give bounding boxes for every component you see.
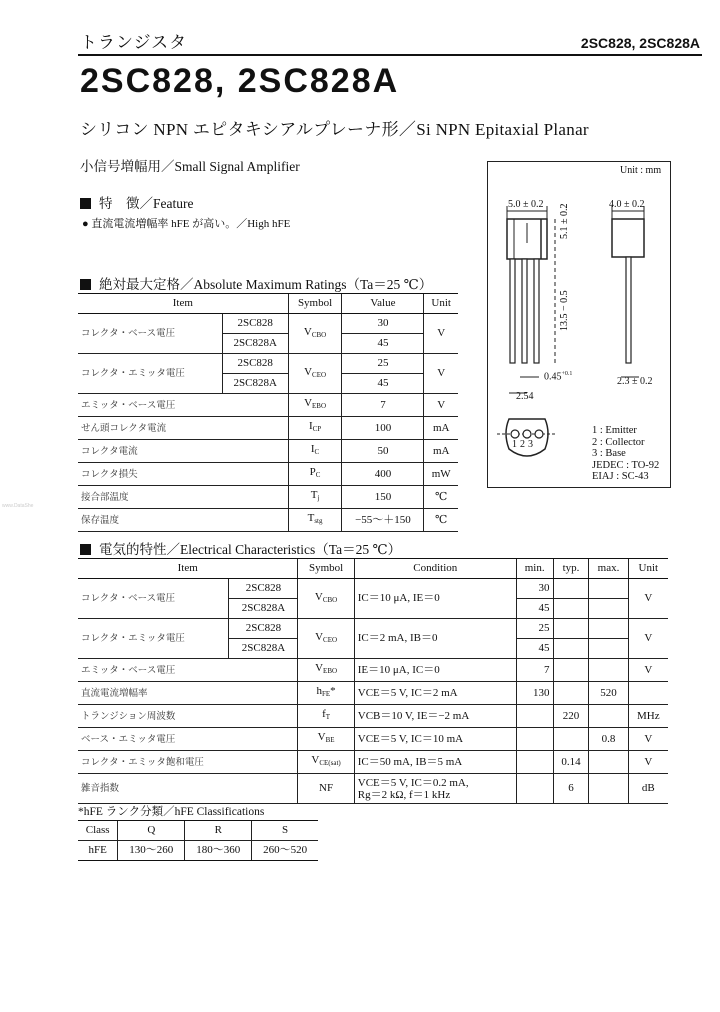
condition-cell: IC＝50 mA, IB＝5 mA xyxy=(354,751,516,774)
col-symbol: Symbol xyxy=(298,559,354,579)
min-cell: 30 xyxy=(516,579,553,599)
variant-cell: 2SC828A xyxy=(222,374,288,394)
variant-cell: 2SC828A xyxy=(222,334,288,354)
header-part-numbers: 2SC828, 2SC828A xyxy=(580,35,700,51)
max-cell xyxy=(589,639,628,659)
variant-cell: 2SC828 xyxy=(222,314,288,334)
absolute-max-table xyxy=(78,293,458,532)
col-item: Item xyxy=(78,559,298,579)
table-row xyxy=(78,579,668,599)
col-max: max. xyxy=(589,559,628,579)
class-r: R xyxy=(185,821,252,841)
max-cell xyxy=(589,579,628,599)
hfe-range-q: 130～260 xyxy=(118,841,185,861)
variant-cell: 2SC828 xyxy=(222,354,288,374)
unit-cell: mW xyxy=(424,463,458,486)
min-cell: 25 xyxy=(516,619,553,639)
typ-cell: 220 xyxy=(553,705,589,728)
class-s: S xyxy=(252,821,318,841)
variant-cell: 2SC828A xyxy=(229,639,298,659)
symbol-cell: $V_{BE}$ xyxy=(298,728,354,751)
symbol-cell: $V_{CEO}$ xyxy=(288,354,342,394)
unit-cell: ℃ xyxy=(424,486,458,509)
symbol-cell: $I_{CP}$ xyxy=(288,417,342,440)
hfe-row-label: hFE xyxy=(78,841,118,861)
table-row xyxy=(78,463,458,486)
unit-cell: V xyxy=(628,619,668,659)
symbol-cell: $h_{FE}*$ xyxy=(298,682,354,705)
min-cell xyxy=(516,774,553,804)
hfe-range-r: 180～360 xyxy=(185,841,252,861)
item-cell: トランジション周波数 xyxy=(78,705,298,728)
condition-cell: VCE＝5 V, IC＝10 mA xyxy=(354,728,516,751)
table-row xyxy=(78,354,458,374)
legend-emitter: 1 : Emitter xyxy=(592,425,637,436)
symbol-cell: $P_C$ xyxy=(288,463,342,486)
side-width-dim: 4.0 ± 0.2 xyxy=(609,199,645,210)
min-cell: 45 xyxy=(516,599,553,619)
min-cell xyxy=(516,751,553,774)
item-cell: 雑音指数 xyxy=(78,774,298,804)
value-cell: 150 xyxy=(342,486,424,509)
electrical-heading: 電気的特性／Electrical Characteristics（Ta＝25 ℃） xyxy=(80,538,401,558)
max-cell: 520 xyxy=(589,682,628,705)
symbol-cell: $I_C$ xyxy=(288,440,342,463)
max-cell xyxy=(589,599,628,619)
absolute-max-heading: 絶対最大定格／Absolute Maximum Ratings（Ta＝25 ℃） xyxy=(80,273,432,293)
value-cell: 50 xyxy=(342,440,424,463)
item-cell: エミッタ・ベース電圧 xyxy=(78,394,288,417)
symbol-cell: $V_{EBO}$ xyxy=(298,659,354,682)
unit-cell: V xyxy=(424,314,458,354)
pin-legend xyxy=(592,425,659,483)
table-row xyxy=(78,841,318,861)
unit-cell: mA xyxy=(424,417,458,440)
unit-label: Unit : mm xyxy=(620,165,662,176)
min-cell: 7 xyxy=(516,659,553,682)
table-row xyxy=(78,417,458,440)
typ-cell xyxy=(553,639,589,659)
item-cell: 接合部温度 xyxy=(78,486,288,509)
table-row xyxy=(78,440,458,463)
feature-bullet: ● 直流電流増幅率 hFE が高い。／High hFE xyxy=(82,218,291,230)
variant-cell: 2SC828 xyxy=(229,619,298,639)
typ-cell: 0.14 xyxy=(553,751,589,774)
unit-cell: V xyxy=(628,659,668,682)
col-typ: typ. xyxy=(553,559,589,579)
typ-cell xyxy=(553,619,589,639)
hfe-range-s: 260～520 xyxy=(252,841,318,861)
category-label: トランジスタ xyxy=(80,33,188,53)
col-symbol: Symbol xyxy=(288,294,342,314)
front-width-dim: 5.0 ± 0.2 xyxy=(508,199,544,210)
table-row xyxy=(78,619,668,639)
table-row xyxy=(78,659,668,682)
condition-cell: IE＝10 μA, IC＝0 xyxy=(354,659,516,682)
condition-cell: VCB＝10 V, IE＝−2 mA xyxy=(354,705,516,728)
table-row xyxy=(78,751,668,774)
value-cell: 400 xyxy=(342,463,424,486)
min-cell: 45 xyxy=(516,639,553,659)
max-cell xyxy=(589,705,628,728)
table-row xyxy=(78,682,668,705)
condition-cell: IC＝10 μA, IE＝0 xyxy=(354,579,516,619)
table-row xyxy=(78,728,668,751)
typ-cell xyxy=(553,659,589,682)
square-bullet-icon xyxy=(80,198,91,209)
table-row xyxy=(78,486,458,509)
unit-cell: V xyxy=(628,751,668,774)
min-cell xyxy=(516,728,553,751)
max-cell xyxy=(589,619,628,639)
variant-cell: 2SC828A xyxy=(229,599,298,619)
item-cell: エミッタ・ベース電圧 xyxy=(78,659,298,682)
header-divider xyxy=(78,54,702,56)
item-cell: コレクタ・ベース電圧 xyxy=(78,314,222,354)
item-cell: コレクタ・エミッタ電圧 xyxy=(78,619,229,659)
item-cell: せん頭コレクタ電流 xyxy=(78,417,288,440)
col-item: Item xyxy=(78,294,288,314)
application-label: 小信号増幅用／Small Signal Amplifier xyxy=(80,159,300,174)
item-cell: ベース・エミッタ電圧 xyxy=(78,728,298,751)
max-cell xyxy=(589,751,628,774)
square-bullet-icon xyxy=(80,279,91,290)
condition-cell: VCE＝5 V, IC＝2 mA xyxy=(354,682,516,705)
typ-cell xyxy=(553,728,589,751)
value-cell: −55～＋150 xyxy=(342,509,424,532)
hfe-classification-heading: *hFE ランク分類／hFE Classifications xyxy=(78,806,265,818)
variant-cell: 2SC828 xyxy=(229,579,298,599)
max-cell xyxy=(589,774,628,804)
unit-cell: dB xyxy=(628,774,668,804)
col-min: min. xyxy=(516,559,553,579)
electrical-characteristics-table xyxy=(78,558,668,804)
legend-jedec: JEDEC : TO-92 xyxy=(592,459,660,471)
pitch-dim: 2.54 xyxy=(516,391,534,402)
lead-width-dim: $0.45^{+0.1}$ xyxy=(544,371,573,383)
typ-cell: 6 xyxy=(553,774,589,804)
item-cell: コレクタ・ベース電圧 xyxy=(78,579,229,619)
class-label: Class xyxy=(78,821,118,841)
unit-cell xyxy=(628,682,668,705)
item-cell: コレクタ・エミッタ電圧 xyxy=(78,354,222,394)
legend-collector: 2 : Collector xyxy=(592,436,645,448)
max-cell xyxy=(589,659,628,682)
symbol-cell: $V_{CE(sat)}$ xyxy=(298,751,354,774)
col-unit: Unit xyxy=(424,294,458,314)
unit-cell: ℃ xyxy=(424,509,458,532)
min-cell: 130 xyxy=(516,682,553,705)
hfe-classification-table xyxy=(78,820,318,861)
table-row xyxy=(78,394,458,417)
unit-cell: V xyxy=(628,728,668,751)
value-cell: 100 xyxy=(342,417,424,440)
table-row xyxy=(78,821,318,841)
feature-heading: 特 徴／Feature xyxy=(80,192,193,212)
max-cell: 0.8 xyxy=(589,728,628,751)
symbol-cell: $V_{EBO}$ xyxy=(288,394,342,417)
lead-length-dim: 13.5 − 0.5 xyxy=(559,290,570,331)
symbol-cell: $T_j$ xyxy=(288,486,342,509)
min-cell xyxy=(516,705,553,728)
item-cell: 直流電流増幅率 xyxy=(78,682,298,705)
symbol-cell: $V_{CBO}$ xyxy=(288,314,342,354)
condition-cell: VCE＝5 V, IC＝0.2 mA, Rg＝2 kΩ, f＝1 kHz xyxy=(354,774,516,804)
table-row xyxy=(78,509,458,532)
unit-cell: MHz xyxy=(628,705,668,728)
item-cell: コレクタ電流 xyxy=(78,440,288,463)
symbol-cell: $V_{CEO}$ xyxy=(298,619,354,659)
page-title: 2SC828, 2SC828A xyxy=(80,62,400,100)
table-row xyxy=(78,705,668,728)
symbol-cell: $V_{CBO}$ xyxy=(298,579,354,619)
table-row xyxy=(78,314,458,334)
symbol-cell: $f_T$ xyxy=(298,705,354,728)
table-row xyxy=(78,774,668,804)
legend-base: 3 : Base xyxy=(592,448,626,459)
col-value: Value xyxy=(342,294,424,314)
typ-cell xyxy=(553,579,589,599)
class-q: Q xyxy=(118,821,185,841)
device-type-subtitle: シリコン NPN エピタキシアルプレーナ形／Si NPN Epitaxial Planar xyxy=(80,120,589,139)
watermark: www.DataShe xyxy=(2,503,34,509)
symbol-cell: $T_{stg}$ xyxy=(288,509,342,532)
value-cell: 7 xyxy=(342,394,424,417)
unit-cell: V xyxy=(424,394,458,417)
typ-cell xyxy=(553,682,589,705)
legend-eiaj: EIAJ : SC-43 xyxy=(592,471,649,482)
value-cell: 45 xyxy=(342,374,424,394)
condition-cell: IC＝2 mA, IB＝0 xyxy=(354,619,516,659)
symbol-cell: NF xyxy=(298,774,354,804)
typ-cell xyxy=(553,599,589,619)
item-cell: 保存温度 xyxy=(78,509,288,532)
square-bullet-icon xyxy=(80,544,91,555)
unit-cell: mA xyxy=(424,440,458,463)
unit-cell: V xyxy=(628,579,668,619)
body-height-dim: 5.1 ± 0.2 xyxy=(559,203,570,239)
pin-numbers: 123 xyxy=(512,439,536,450)
value-cell: 45 xyxy=(342,334,424,354)
value-cell: 30 xyxy=(342,314,424,334)
col-condition: Condition xyxy=(354,559,516,579)
side-pitch-dim: 2.3 ± 0.2 xyxy=(617,376,653,387)
value-cell: 25 xyxy=(342,354,424,374)
item-cell: コレクタ損失 xyxy=(78,463,288,486)
unit-cell: V xyxy=(424,354,458,394)
col-unit: Unit xyxy=(628,559,668,579)
item-cell: コレクタ・エミッタ飽和電圧 xyxy=(78,751,298,774)
